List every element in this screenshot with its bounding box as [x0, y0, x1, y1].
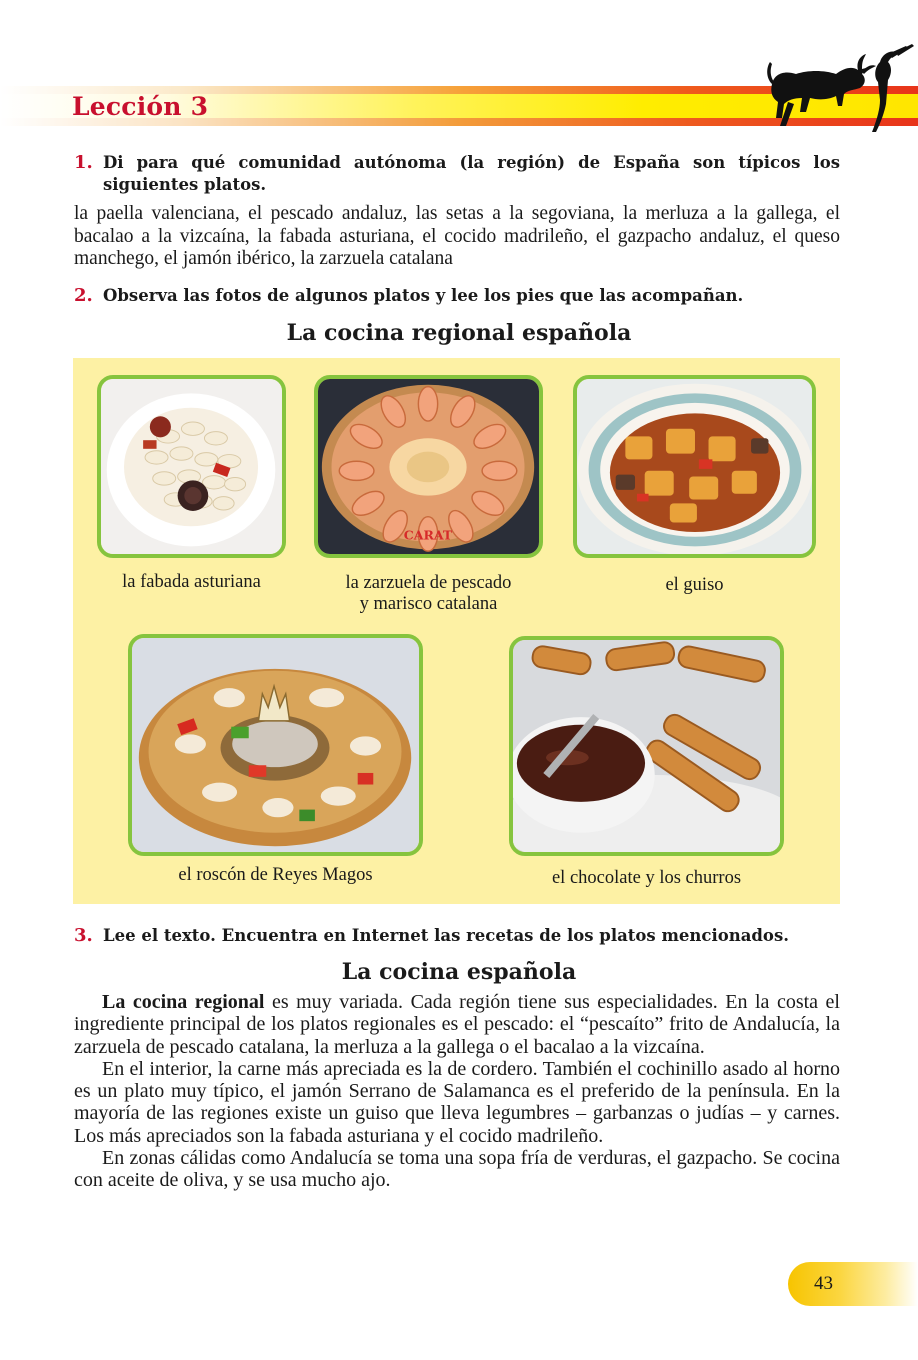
task-1-instruction-text: Di para qué comunidad autónoma (la región) de España son típicos los siguientes platos.	[103, 153, 840, 194]
lesson-title: Lección 3	[72, 92, 209, 121]
zarzuela-caption-line-2: y marisco catalana	[359, 594, 498, 614]
task-1-dish-list: la paella valenciana, el pescado andaluz, las setas a la segoviana, la merluza a la gallega, el bacalao a la vizcaína, la fabada asturiana, el cocido madrileño, el gazpacho andaluz, el queso manchego, el jamón ibérico, la zarzuela catalana	[74, 203, 840, 269]
zarzuela-photo	[314, 375, 543, 558]
page-number: 43	[814, 1273, 833, 1294]
photo-watermark: CARAT	[403, 527, 453, 543]
reading-paragraph-1-body: es muy variada. Cada región tiene sus especialidades. En la costa el ingrediente principal de los platos regionales es el pescado: el “pescaíto” frito de Andalucía, la zarzuela de pescado catalana, la merluza a la gallega o el bacalao a la vizcaína.	[74, 991, 840, 1058]
guiso-caption: el guiso	[665, 575, 724, 595]
task-3-number: 3.	[74, 925, 93, 946]
task-2-instruction-text: Observa las fotos de algunos platos y lee los pies que las acompañan.	[103, 286, 744, 305]
task-3-instruction-text: Lee el texto. Encuentra en Internet las recetas de los platos mencionados.	[103, 926, 789, 945]
roscon-caption: el roscón de Reyes Magos	[178, 865, 373, 885]
churros-caption: el chocolate y los churros	[551, 868, 742, 888]
reading-text	[74, 991, 840, 1192]
guiso-photo	[573, 375, 816, 558]
fabada-caption: la fabada asturiana	[122, 572, 261, 592]
task-1-number: 1.	[74, 152, 93, 173]
bull-and-matador-icon	[762, 44, 918, 136]
reading-paragraph-1	[74, 991, 840, 1058]
roscon-photo	[128, 634, 423, 856]
fabada-photo	[97, 375, 286, 558]
task-1-instruction	[74, 152, 840, 196]
dish-photo-panel	[73, 358, 840, 904]
reading-paragraph-2: En el interior, la carne más apreciada es la de cordero. También el cochinillo asado al horno es un plato muy típico, el jamón Serrano de Salamanca es el preferido de la península. En la mayoría de las regiones existe un guiso que lleva legumbres – garbanzas o judías – y carnes. Los más apreciados son la fabada asturiana y el cocido madrileño.	[74, 1057, 840, 1147]
task-3-instruction	[74, 925, 840, 947]
page-number-tab	[788, 1262, 918, 1306]
reading-paragraph-1-lead: La cocina regional	[102, 991, 265, 1013]
zarzuela-caption-line-1: la zarzuela de pescado	[345, 573, 512, 593]
spanish-cuisine-heading: La cocina española	[341, 959, 577, 985]
regional-cuisine-heading: La cocina regional española	[286, 320, 632, 346]
task-2-instruction	[74, 285, 840, 307]
reading-paragraph-3: En zonas cálidas como Andalucía se toma una sopa fría de verduras, el gazpacho. Se cocina con aceite de oliva, y se usa mucho ajo.	[74, 1147, 840, 1192]
churros-photo	[509, 636, 784, 856]
task-2-number: 2.	[74, 285, 93, 306]
